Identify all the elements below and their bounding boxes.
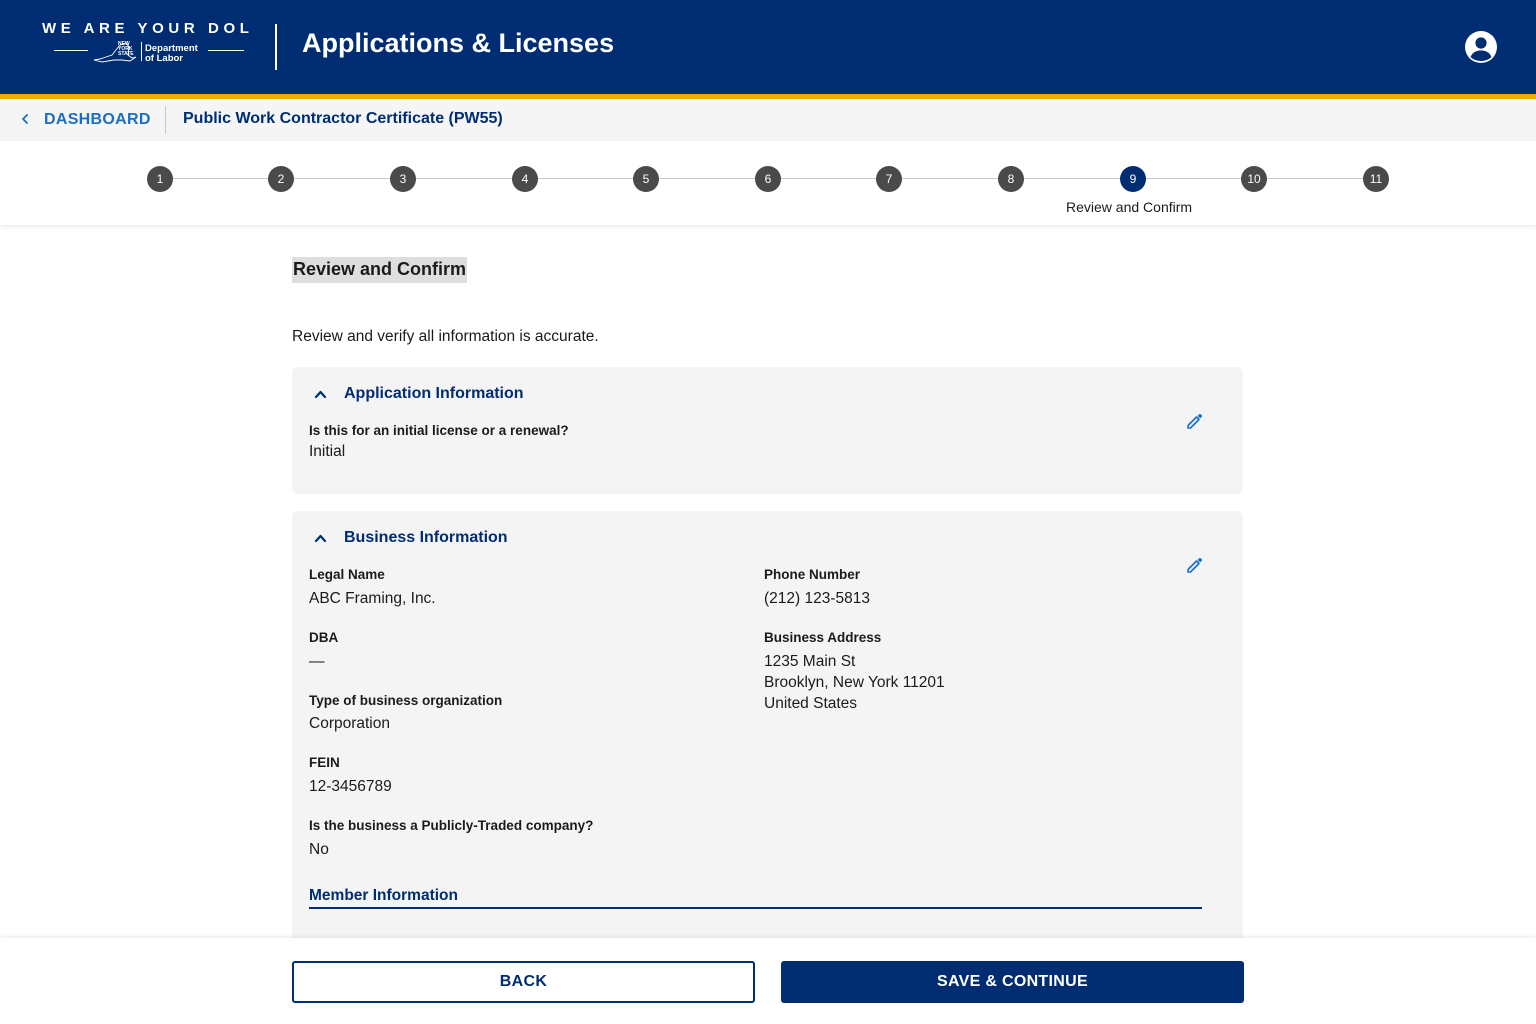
step-11[interactable]: 11: [1363, 166, 1389, 192]
step-connector: [1024, 178, 1120, 179]
field-label: Is this for an initial license or a renewal?: [309, 423, 569, 438]
publicly-traded-label: Is the business a Publicly-Traded company?: [309, 818, 594, 833]
address-line-3: United States: [764, 695, 858, 712]
step-connector: [538, 178, 634, 179]
step-10[interactable]: 10: [1241, 166, 1267, 192]
step-connector: [1267, 178, 1363, 179]
logo-tagline: WE ARE YOUR DOL: [42, 20, 254, 37]
breadcrumb-separator: [165, 106, 166, 134]
subsection-rule: [309, 907, 1202, 909]
chevron-left-icon[interactable]: [18, 111, 32, 127]
step-6[interactable]: 6: [755, 166, 781, 192]
step-connector: [659, 178, 755, 179]
step-4[interactable]: 4: [512, 166, 538, 192]
dashboard-link[interactable]: DASHBOARD: [44, 111, 151, 128]
business-information-card: [292, 511, 1243, 951]
member-information-heading: Member Information: [309, 887, 458, 904]
header-divider: [275, 24, 277, 70]
logo-divider: [141, 42, 142, 61]
phone-number-value: (212) 123-5813: [764, 590, 870, 607]
business-address-label: Business Address: [764, 630, 882, 645]
step-5[interactable]: 5: [633, 166, 659, 192]
app-header: [0, 0, 1536, 94]
intro-text: Review and verify all information is accurate.: [292, 328, 599, 345]
chevron-up-icon: [314, 533, 327, 543]
progress-stepper: [0, 141, 1536, 225]
publicly-traded-value: No: [309, 841, 329, 858]
step-1[interactable]: 1: [147, 166, 173, 192]
step-connector: [781, 178, 877, 179]
edit-pencil-icon[interactable]: [1186, 556, 1204, 574]
dba-label: DBA: [309, 630, 339, 645]
address-line-2: Brooklyn, New York 11201: [764, 674, 945, 691]
logo-state-text: NEW YORK STATE: [118, 41, 134, 57]
business-type-label: Type of business organization: [309, 693, 503, 708]
card-title: Business Information: [344, 529, 508, 546]
legal-name-value: ABC Framing, Inc.: [309, 590, 436, 607]
address-line-1: 1235 Main St: [764, 653, 856, 670]
user-account-icon[interactable]: [1464, 30, 1498, 64]
save-and-continue-button[interactable]: SAVE & CONTINUE: [781, 961, 1244, 1003]
chevron-up-icon: [314, 389, 327, 399]
card-title: Application Information: [344, 385, 524, 402]
fein-value: 12-3456789: [309, 778, 392, 795]
phone-number-label: Phone Number: [764, 567, 861, 582]
step-8[interactable]: 8: [998, 166, 1024, 192]
step-connector: [1146, 178, 1242, 179]
breadcrumb: [0, 99, 1536, 141]
step-2[interactable]: 2: [268, 166, 294, 192]
dba-value: —: [309, 653, 325, 670]
active-step-label: Review and Confirm: [1066, 199, 1193, 215]
legal-name-label: Legal Name: [309, 567, 385, 582]
edit-pencil-icon[interactable]: [1186, 412, 1204, 430]
step-7[interactable]: 7: [876, 166, 902, 192]
page-heading: Review and Confirm: [292, 257, 467, 283]
fein-label: FEIN: [309, 755, 340, 770]
application-information-card: [292, 367, 1243, 494]
logo-department-name: Department of Labor: [145, 43, 198, 64]
logo-rule-left: [54, 50, 88, 51]
step-3[interactable]: 3: [390, 166, 416, 192]
business-type-value: Corporation: [309, 715, 390, 732]
step-connector: [294, 178, 390, 179]
nys-dol-logo[interactable]: [40, 20, 254, 70]
step-9-active[interactable]: 9: [1120, 166, 1146, 192]
step-connector: [416, 178, 512, 179]
logo-rule-right: [208, 50, 244, 51]
breadcrumb-current-page: Public Work Contractor Certificate (PW55): [183, 110, 503, 127]
footer-action-bar: [0, 938, 1536, 1024]
field-value: Initial: [309, 443, 346, 460]
step-connector: [902, 178, 998, 179]
back-button[interactable]: BACK: [292, 961, 755, 1003]
app-title: Applications & Licenses: [302, 28, 615, 58]
step-connector: [172, 178, 268, 179]
